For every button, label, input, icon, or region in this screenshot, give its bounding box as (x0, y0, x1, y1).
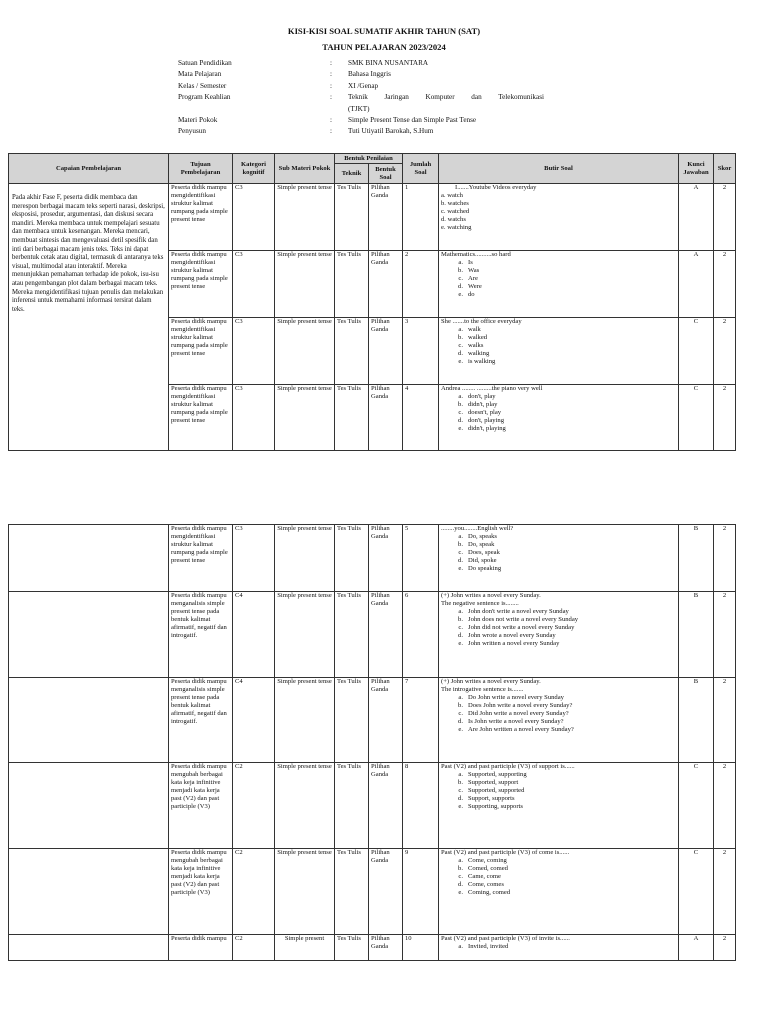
option-letter: a. (458, 326, 463, 333)
meta-value: XI /Genap (348, 81, 379, 90)
jumlah-cell: 2 (403, 251, 439, 318)
option-letter: c. (458, 787, 463, 794)
meta-colon: : (330, 127, 332, 136)
capaian-empty (9, 849, 169, 935)
meta-key: Satuan Pendidikan (178, 59, 232, 67)
meta-block (178, 58, 544, 138)
jumlah-cell: 3 (403, 318, 439, 385)
answer-option: b. Comed, comed (441, 865, 676, 873)
answer-option: e. Coming, comed (441, 889, 676, 897)
meta-row (178, 115, 544, 126)
tujuan-cell: Peserta didik mampu mengubah berbagai kata keja infinitive menjadi kata kerja past (V2) dan past participle (V3) (169, 763, 233, 849)
table-row (9, 184, 736, 251)
bentuk-soal-cell: Pilihan Ganda (369, 849, 403, 935)
table-row (9, 935, 736, 961)
meta-value: Simple Present Tense dan Simple Past Tense (348, 116, 477, 125)
answer-option: e. John written a novel every Sunday (441, 640, 676, 648)
butir-soal-cell (439, 318, 679, 385)
skor-cell: 2 (714, 525, 736, 592)
answer-option: d. Is John write a novel every Sunday? (441, 718, 676, 726)
kunci-jawaban-cell: C (679, 763, 714, 849)
butir-soal-cell (439, 525, 679, 592)
academic-year: TAHUN PELAJARAN 2023/2024 (322, 42, 446, 52)
answer-option: e. Supporting, supports (441, 803, 676, 811)
kunci-jawaban-cell: C (679, 318, 714, 385)
answer-option: a. Invited, invited (441, 943, 676, 951)
kategori-cell: C3 (233, 385, 275, 451)
answer-option: b. walked (441, 334, 676, 342)
meta-row (178, 69, 544, 80)
question-subtext: The negative sentence is........ (441, 600, 519, 607)
answer-option: a. don't, play (441, 393, 676, 401)
answer-option: a. John don't write a novel every Sunday (441, 608, 676, 616)
answer-option: a. walk (441, 326, 676, 334)
option-letter: c. (458, 624, 463, 631)
kategori-cell: C2 (233, 935, 275, 961)
question-text: Andrea ........ .........the piano very well (441, 385, 543, 392)
meta-row (178, 126, 544, 137)
option-letter: e. (458, 565, 463, 572)
jumlah-cell: 8 (403, 763, 439, 849)
teknik-cell: Tes Tulis (335, 385, 369, 451)
teknik-cell: Tes Tulis (335, 592, 369, 678)
answer-options (441, 694, 676, 734)
question-text: Past (V2) and past participle (V3) of support is...... (441, 763, 575, 770)
answer-option: c. Came, come (441, 873, 676, 881)
jumlah-cell: 6 (403, 592, 439, 678)
question-text: Mathematics..........so hard (441, 251, 511, 258)
answer-option: b. Does John write a novel every Sunday? (441, 702, 676, 710)
option-letter: d. (458, 283, 463, 290)
tujuan-cell: Peserta didik mampu mengidentifikasi struktur kalimat rumpang pada simple present tense (169, 251, 233, 318)
teknik-cell: Tes Tulis (335, 763, 369, 849)
butir-soal-cell (439, 678, 679, 763)
meta-row (178, 92, 544, 103)
col-header-butir: Butir Soal (439, 154, 679, 184)
answer-option: d. Come, comes (441, 881, 676, 889)
tujuan-cell: Peserta didik mampu menganalisis simple present tense pada bentuk kalimat afirmatif, negatif dan introgatif. (169, 592, 233, 678)
document-title: KISI-KISI SOAL SUMATIF AKHIR TAHUN (SAT) (287, 26, 481, 36)
answer-option: b. Do, speak (441, 541, 676, 549)
meta-value: Tuti Utiyatil Barokah, S.Hum (348, 127, 434, 136)
col-header-skor: Skor (714, 154, 736, 184)
meta-row (178, 58, 544, 69)
option-letter: d. (458, 881, 463, 888)
option-letter: d. (458, 417, 463, 424)
tujuan-cell: Peserta didik mampu mengidentifikasi struktur kalimat rumpang pada simple present tense (169, 525, 233, 592)
teknik-cell: Tes Tulis (335, 184, 369, 251)
option-letter: d. (458, 350, 463, 357)
option-letter: b. (458, 865, 463, 872)
option-letter: e. (458, 425, 463, 432)
meta-colon: : (330, 116, 332, 125)
meta-key: Mata Pelajaran (178, 70, 222, 79)
question-subtext: The introgative sentence is....... (441, 686, 524, 693)
jumlah-cell: 5 (403, 525, 439, 592)
sub-materi-cell: Simple present tense (275, 318, 335, 385)
tujuan-cell: Peserta didik mampu menganalisis simple present tense pada bentuk kalimat afirmatif, negatif dan introgatif. (169, 678, 233, 763)
bentuk-soal-cell: Pilihan Ganda (369, 184, 403, 251)
bentuk-soal-cell: Pilihan Ganda (369, 935, 403, 961)
kategori-cell: C2 (233, 849, 275, 935)
option-letter: a. (458, 608, 463, 615)
answer-options (441, 533, 676, 573)
col-header-bentuk-soal: Bentuk Soal (369, 164, 403, 184)
butir-soal-cell (439, 385, 679, 451)
option-letter: e. (458, 803, 463, 810)
option-letter: b. (458, 702, 463, 709)
col-header-kategori: Kategori kognitif (233, 154, 275, 184)
sub-materi-cell: Simple present tense (275, 184, 335, 251)
jumlah-cell: 9 (403, 849, 439, 935)
skor-cell: 2 (714, 763, 736, 849)
option-letter: e. (458, 291, 463, 298)
teknik-cell: Tes Tulis (335, 251, 369, 318)
meta-value: Bahasa Inggris (348, 70, 391, 79)
option-letter: b. (458, 616, 463, 623)
option-letter: b. (458, 401, 463, 408)
kunci-jawaban-cell: A (679, 935, 714, 961)
meta-colon: : (330, 59, 332, 67)
skor-cell: 2 (714, 251, 736, 318)
skor-cell: 2 (714, 318, 736, 385)
kunci-jawaban-cell: A (679, 184, 714, 251)
capaian-empty (9, 763, 169, 849)
meta-value: SMK BINA NUSANTARA (348, 59, 429, 67)
answer-option: b. Was (441, 267, 676, 275)
sub-materi-cell: Simple present tense (275, 849, 335, 935)
option-letter: c. (458, 873, 463, 880)
sub-materi-cell: Simple present tense (275, 592, 335, 678)
answer-option: d. walking (441, 350, 676, 358)
jumlah-cell: 10 (403, 935, 439, 961)
answer-option: c. walks (441, 342, 676, 350)
table-row (9, 525, 736, 592)
sub-materi-cell: Simple present tense (275, 385, 335, 451)
skor-cell: 2 (714, 935, 736, 961)
capaian-empty (9, 935, 169, 961)
answer-options (441, 608, 676, 648)
meta-value: Teknik Jaringan Komputer dan Telekomunikasi (348, 93, 544, 102)
col-header-teknik: Teknik (335, 164, 369, 184)
option-letter: a. (458, 393, 463, 400)
table-row (9, 849, 736, 935)
answer-option: b. didn't, play (441, 401, 676, 409)
kategori-cell: C4 (233, 592, 275, 678)
answer-option: a. Do, speaks (441, 533, 676, 541)
meta-colon: : (330, 81, 332, 90)
jumlah-cell: 7 (403, 678, 439, 763)
tujuan-cell: Peserta didik mampu (169, 935, 233, 961)
table-row (9, 763, 736, 849)
answer-option: b. Supported, support (441, 779, 676, 787)
answer-option: c. doesn't, play (441, 409, 676, 417)
bentuk-soal-cell: Pilihan Ganda (369, 678, 403, 763)
answer-option: c. Are (441, 275, 676, 283)
answer-option: c. Supported, supported (441, 787, 676, 795)
bentuk-soal-cell: Pilihan Ganda (369, 525, 403, 592)
option-letter: c. (458, 409, 463, 416)
sub-materi-cell: Simple present (275, 935, 335, 961)
bentuk-soal-cell: Pilihan Ganda (369, 592, 403, 678)
meta-colon: : (330, 93, 332, 102)
capaian-empty (9, 592, 169, 678)
answer-options (441, 393, 676, 433)
option-letter: b. (458, 541, 463, 548)
col-header-sub-materi: Sub Materi Pokok (275, 154, 335, 184)
option-letter: e. (458, 640, 463, 647)
bentuk-soal-cell: Pilihan Ganda (369, 385, 403, 451)
meta-key: Penyusun (178, 127, 206, 136)
skor-cell: 2 (714, 592, 736, 678)
option-letter: c. (458, 549, 463, 556)
question-text: Past (V2) and past participle (V3) of come is...... (441, 849, 570, 856)
teknik-cell: Tes Tulis (335, 678, 369, 763)
kategori-cell: C2 (233, 763, 275, 849)
grid-table-page-1 (8, 153, 736, 451)
sub-materi-cell: Simple present tense (275, 525, 335, 592)
skor-cell: 2 (714, 678, 736, 763)
option-letter: d. (458, 718, 463, 725)
table-row (9, 678, 736, 763)
tujuan-cell: Peserta didik mampu mengidentifikasi struktur kalimat rumpang pada simple present tense (169, 184, 233, 251)
teknik-cell: Tes Tulis (335, 318, 369, 385)
col-header-tujuan: Tujuan Pembelajaran (169, 154, 233, 184)
question-text: Past (V2) and past participle (V3) of invite is...... (441, 935, 570, 942)
answer-options (441, 192, 676, 232)
option-letter: c. (458, 275, 463, 282)
answer-options (441, 943, 676, 951)
question-text: I.......Youtube Videos everyday (455, 184, 537, 191)
butir-soal-cell (439, 935, 679, 961)
question-text: She .......to the office everyday (441, 318, 522, 325)
teknik-cell: Tes Tulis (335, 849, 369, 935)
answer-option: d. don't, playing (441, 417, 676, 425)
table-row (9, 592, 736, 678)
kategori-cell: C3 (233, 251, 275, 318)
answer-options (441, 771, 676, 811)
answer-option: e. didn't, playing (441, 425, 676, 433)
answer-option: e. watching (441, 224, 472, 231)
jumlah-cell: 1 (403, 184, 439, 251)
answer-options (441, 857, 676, 897)
answer-option: c. watched (441, 208, 470, 215)
answer-options (441, 326, 676, 366)
answer-option: d. Were (441, 283, 676, 291)
sub-materi-cell: Simple present tense (275, 763, 335, 849)
col-header-kunci: Kunci Jawaban (679, 154, 714, 184)
kunci-jawaban-cell: B (679, 678, 714, 763)
option-letter: a. (458, 694, 463, 701)
option-letter: a. (458, 857, 463, 864)
tujuan-cell: Peserta didik mampu mengubah berbagai kata keja infinitive menjadi kata kerja past (V2) dan past participle (V3) (169, 849, 233, 935)
answer-option: a. Supported, supporting (441, 771, 676, 779)
answer-option: c. Did John write a novel every Sunday? (441, 710, 676, 718)
teknik-cell: Tes Tulis (335, 935, 369, 961)
col-header-jumlah: Jumlah Soal (403, 154, 439, 184)
sub-materi-cell: Simple present tense (275, 678, 335, 763)
option-letter: c. (458, 710, 463, 717)
kategori-cell: C3 (233, 184, 275, 251)
skor-cell: 2 (714, 385, 736, 451)
answer-options (441, 259, 676, 299)
butir-soal-cell (439, 184, 679, 251)
meta-value-cont: (TJKT) (348, 104, 370, 113)
col-header-capaian: Capaian Pembelajaran (9, 154, 169, 184)
tujuan-cell: Peserta didik mampu mengidentifikasi struktur kalimat rumpang pada simple present tense (169, 385, 233, 451)
meta-row (178, 81, 544, 92)
question-text: (+) John writes a novel every Sunday. (441, 592, 541, 599)
option-letter: e. (458, 726, 463, 733)
kunci-jawaban-cell: C (679, 849, 714, 935)
option-letter: d. (458, 557, 463, 564)
answer-option: a. Is (441, 259, 676, 267)
answer-option: d. Support, supports (441, 795, 676, 803)
meta-row (178, 104, 544, 115)
butir-soal-cell (439, 849, 679, 935)
answer-option: b. watches (441, 200, 469, 207)
option-letter: b. (458, 334, 463, 341)
meta-key: Kelas / Semester (178, 81, 227, 90)
col-header-bentuk-penilaian: Bentuk Penilaian (335, 154, 403, 164)
kunci-jawaban-cell: B (679, 592, 714, 678)
sub-materi-cell: Simple present tense (275, 251, 335, 318)
answer-option: e. Do speaking (441, 565, 676, 573)
skor-cell: 2 (714, 849, 736, 935)
option-letter: a. (458, 771, 463, 778)
answer-option: b. John does not write a novel every Sunday (441, 616, 676, 624)
answer-option: c. John did not write a novel every Sunday (441, 624, 676, 632)
answer-option: d. watchs (441, 216, 466, 223)
answer-option: a. Come, coming (441, 857, 676, 865)
tujuan-cell: Peserta didik mampu mengidentifikasi struktur kalimat rumpang pada simple present tense (169, 318, 233, 385)
skor-cell: 2 (714, 184, 736, 251)
answer-option: c. Does, speak (441, 549, 676, 557)
butir-soal-cell (439, 763, 679, 849)
bentuk-soal-cell: Pilihan Ganda (369, 318, 403, 385)
bentuk-soal-cell: Pilihan Ganda (369, 763, 403, 849)
kunci-jawaban-cell: B (679, 525, 714, 592)
kunci-jawaban-cell: C (679, 385, 714, 451)
option-letter: c. (458, 342, 463, 349)
answer-option: d. Did, spoke (441, 557, 676, 565)
answer-option: d. John wrote a novel every Sunday (441, 632, 676, 640)
teknik-cell: Tes Tulis (335, 525, 369, 592)
capaian-empty (9, 678, 169, 763)
kategori-cell: C3 (233, 525, 275, 592)
option-letter: a. (458, 533, 463, 540)
meta-colon: : (330, 70, 332, 79)
question-text: ........you........English well? (441, 525, 514, 532)
option-letter: b. (458, 779, 463, 786)
kategori-cell: C3 (233, 318, 275, 385)
option-letter: d. (458, 632, 463, 639)
butir-soal-cell (439, 592, 679, 678)
meta-key: Program Keahlian (178, 93, 231, 102)
answer-option: e. Are John written a novel every Sunday? (441, 726, 676, 734)
capaian-pembelajaran: Pada akhir Fase F, peserta didik membaca dan merespon berbagai macam teks seperti narasi, deskripsi, eksposisi, prosedur, argumentasi, dan diskusi secara mandiri. Mereka membaca untuk mempelajari sesuatu dan membaca untuk kesenangan. Mereka mencari, membuat sintesis dan mengevaluasi detil spesifik dan inti dari berbagai macam jenis teks. Teks ini dapat berbentuk cetak atau digital, termasuk di antaranya teks visual, multimodal atau interaktif. Mereka menunjukkan pemahaman terhadap ide pokok, isu-isu atau pengembangan plot dalam berbagai macam teks. Mereka mengidentifikasi tujuan penulis dan melakukan inferensi untuk memahami informasi tersirat dalam teks. (9, 184, 169, 451)
question-text: (+) John writes a novel every Sunday. (441, 678, 541, 685)
capaian-empty (9, 525, 169, 592)
option-letter: b. (458, 267, 463, 274)
answer-option: e. do (441, 291, 676, 299)
option-letter: e. (458, 358, 463, 365)
option-letter: a. (458, 259, 463, 266)
bentuk-soal-cell: Pilihan Ganda (369, 251, 403, 318)
option-letter: a. (458, 943, 463, 950)
jumlah-cell: 4 (403, 385, 439, 451)
kunci-jawaban-cell: A (679, 251, 714, 318)
butir-soal-cell (439, 251, 679, 318)
answer-option: e. is walking (441, 358, 676, 366)
answer-option: a. Do John write a novel every Sunday (441, 694, 676, 702)
meta-key: Materi Pokok (178, 116, 218, 125)
answer-option: a. watch (441, 192, 463, 199)
kategori-cell: C4 (233, 678, 275, 763)
option-letter: e. (458, 889, 463, 896)
option-letter: d. (458, 795, 463, 802)
grid-table-page-2 (8, 524, 736, 961)
